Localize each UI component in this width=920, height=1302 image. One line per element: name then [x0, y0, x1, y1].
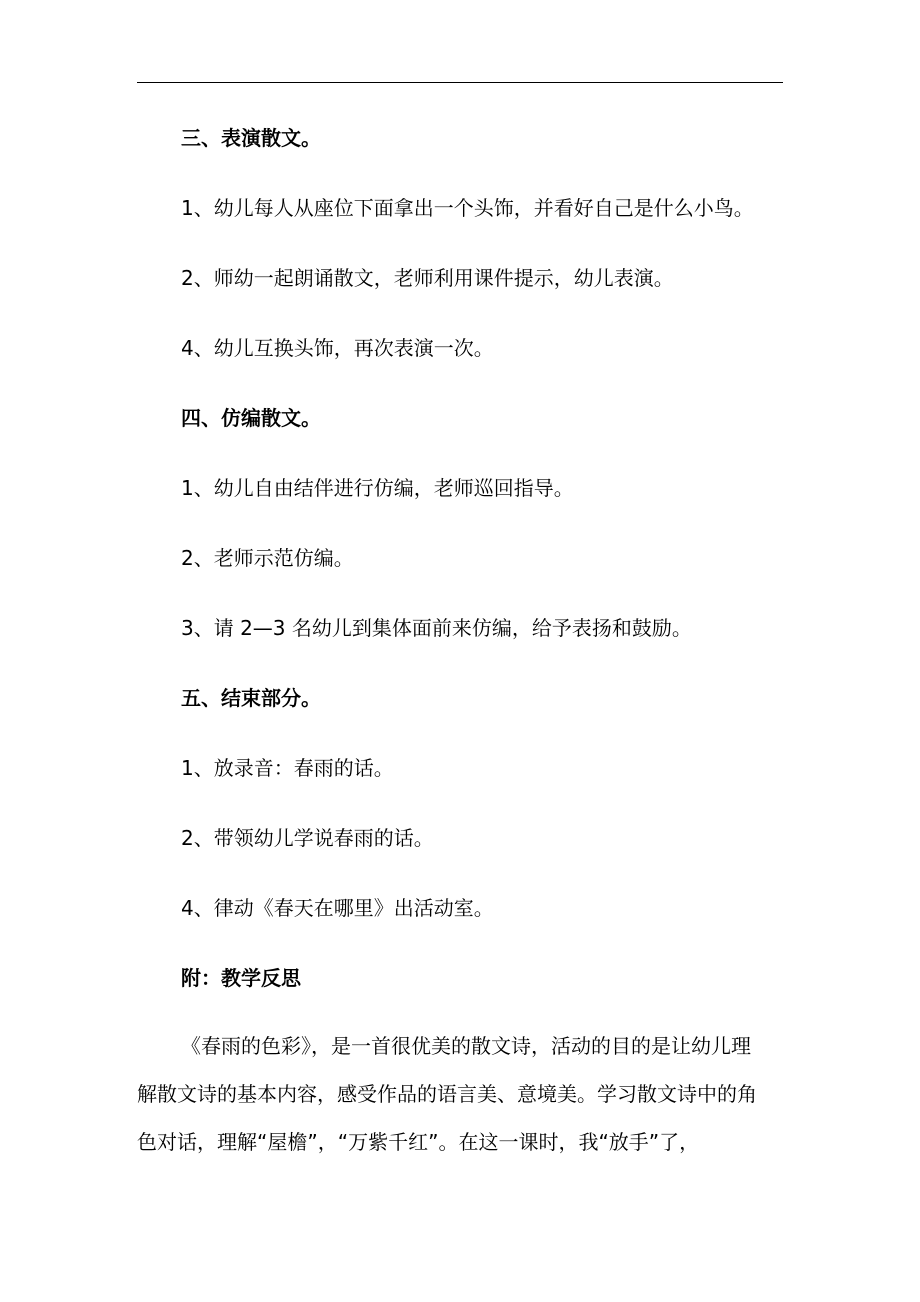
section-heading-ending: 五、结束部分。	[181, 686, 321, 710]
paragraph-line: 解散文诗的基本内容，感受作品的语言美、意境美。学习散文诗中的角	[137, 1082, 757, 1106]
list-item: 4、律动《春天在哪里》出活动室。	[181, 896, 494, 920]
paragraph-line: 色对话，理解“屋檐”，“万紫千红”。在这一课时，我“放手”了，	[137, 1130, 700, 1154]
list-item: 4、幼儿互换头饰，再次表演一次。	[181, 336, 494, 360]
list-item: 1、幼儿自由结伴进行仿编，老师巡回指导。	[181, 476, 574, 500]
header-rule	[137, 82, 783, 83]
list-item: 2、师幼一起朗诵散文，老师利用课件提示，幼儿表演。	[181, 266, 674, 290]
paragraph-line: 《春雨的色彩》，是一首很优美的散文诗，活动的目的是让幼儿理	[181, 1034, 751, 1058]
list-item: 3、请 2—3 名幼儿到集体面前来仿编，给予表扬和鼓励。	[181, 616, 692, 640]
section-heading-adaptation: 四、仿编散文。	[181, 406, 321, 430]
list-item: 2、老师示范仿编。	[181, 546, 354, 570]
appendix-heading: 附：教学反思	[181, 966, 301, 990]
list-item: 1、放录音：春雨的话。	[181, 756, 394, 780]
list-item: 1、幼儿每人从座位下面拿出一个头饰，并看好自己是什么小鸟。	[181, 196, 754, 220]
list-item: 2、带领幼儿学说春雨的话。	[181, 826, 434, 850]
section-heading-performance: 三、表演散文。	[181, 126, 321, 150]
